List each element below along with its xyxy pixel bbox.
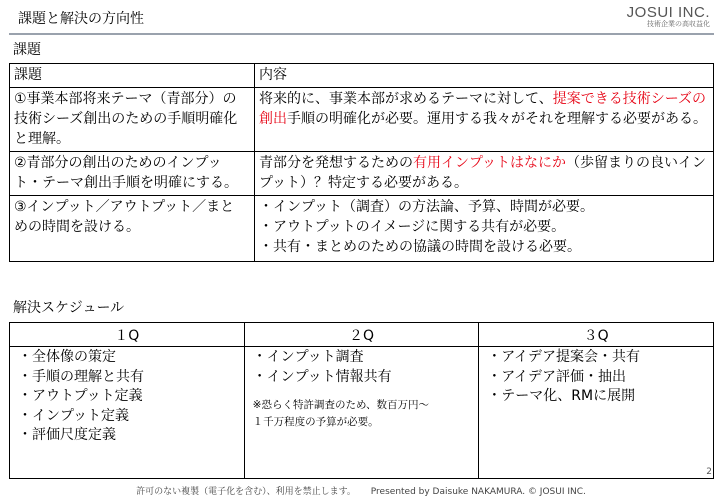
content-text: 手順の明確化が必要。運用する我々がそれを理解する必要がある。 xyxy=(287,111,707,127)
logo-name: JOSUI INC. xyxy=(626,4,710,21)
content-text: 将来的に、事業本部が求めるテーマに対して、 xyxy=(259,91,553,107)
logo-tagline: 技術企業の高収益化 xyxy=(647,20,710,28)
list-item: ・インプット調査 xyxy=(252,349,364,365)
quarter-header-1q: １Q xyxy=(10,323,245,347)
note-line: １千万程度の予算が必要。 xyxy=(252,416,379,428)
issue-cell: ②青部分の創出のためのインプット・テーマ創出手順を明確にする。 xyxy=(10,152,255,196)
content-cell xyxy=(255,196,714,262)
issue-cell: ①事業本部将来テーマ（青部分）の技術シーズ創出のための手順明確化と理解。 xyxy=(10,88,255,152)
highlight-text: 提案できる技術シーズの創出 xyxy=(259,91,707,127)
highlight-text: 有用インプットはなにか xyxy=(413,155,567,171)
budget-note xyxy=(253,397,471,431)
footer xyxy=(0,484,722,497)
quarter-header-3q: ３Q xyxy=(479,323,714,347)
list-item: ・インプット情報共有 xyxy=(252,368,392,385)
schedule-header-row xyxy=(10,323,714,347)
content-line: ・インプット（調査）の方法論、予算、時間が必要。 xyxy=(259,199,595,215)
quarter-cell-2q xyxy=(244,347,479,479)
list-item: ・アイデア提案会・共有 xyxy=(487,349,641,365)
table-header-row xyxy=(10,64,714,88)
table-row xyxy=(10,88,714,152)
issue-header: 課題 xyxy=(10,64,255,88)
content-cell xyxy=(255,88,714,152)
copyright-notice: 許可のない複製（電子化を含む）、利用を禁止します。 xyxy=(136,487,356,497)
list-item: ・アウトプット定義 xyxy=(18,388,143,404)
table-row xyxy=(10,152,714,196)
issues-table xyxy=(9,63,714,262)
list-item: ・手順の理解と共有 xyxy=(18,368,144,385)
list-item: ・テーマ化、RMに展開 xyxy=(487,388,636,404)
content-line: ・共有・まとめのための協議の時間を設ける必要。 xyxy=(259,239,581,255)
list-item: ・評価尺度定義 xyxy=(18,427,116,443)
content-line: ・アウトプットのイメージに関する共有が必要。 xyxy=(259,219,566,235)
schedule-table xyxy=(9,322,714,479)
list-item: ・インプット定義 xyxy=(18,407,130,424)
company-logo xyxy=(627,5,710,28)
page-number: 2 xyxy=(706,467,712,477)
content-text: 青部分を発想するための xyxy=(259,155,413,171)
header-divider xyxy=(9,33,714,35)
quarter-cell-3q xyxy=(479,347,714,479)
content-header: 内容 xyxy=(255,64,714,88)
list-item: ・全体像の策定 xyxy=(18,349,116,365)
slide-title: 課題と解決の方向性 xyxy=(18,11,144,27)
quarter-cell-1q xyxy=(10,347,245,479)
schedule-body-row xyxy=(10,347,714,479)
quarter-header-2q: ２Q xyxy=(244,323,479,347)
issue-cell: ③インプット／アウトプット／まとめの時間を設ける。 xyxy=(10,196,255,262)
table-row xyxy=(10,196,714,262)
list-item: ・アイデア評価・抽出 xyxy=(487,368,627,385)
note-line: ※恐らく特許調査のため、数百万円〜 xyxy=(252,399,430,411)
content-text: （歩留まりの良いインプット）？特定する必要がある。 xyxy=(259,155,707,191)
presenter-credit: Presented by Daisuke NAKAMURA. © JOSUI INC. xyxy=(370,487,586,497)
issues-section-label: 課題 xyxy=(13,42,41,58)
schedule-section-label: 解決スケジュール xyxy=(13,300,125,316)
content-cell xyxy=(255,152,714,196)
